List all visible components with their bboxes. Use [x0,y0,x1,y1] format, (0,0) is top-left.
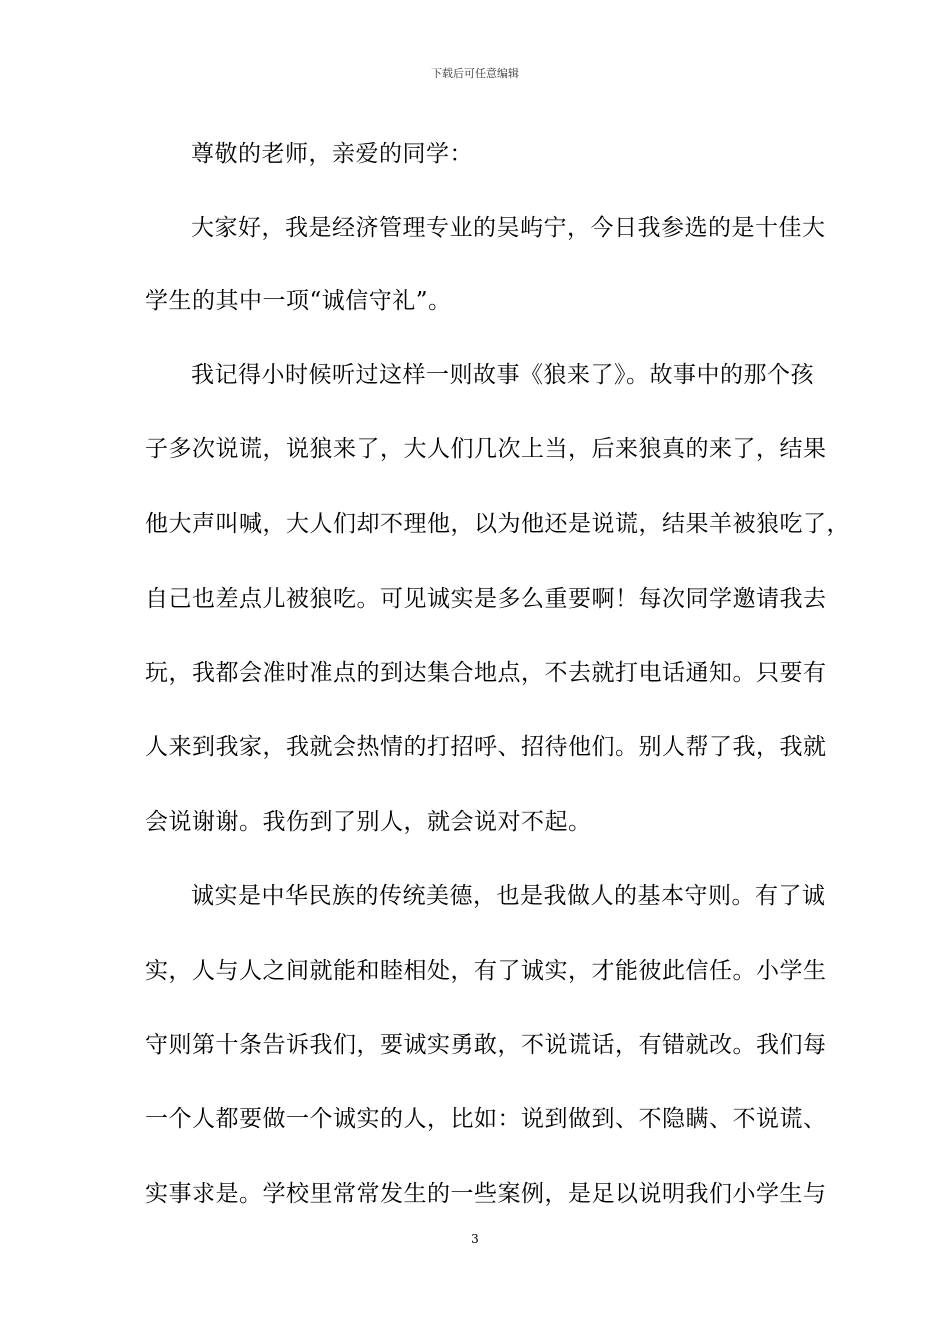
paragraph-line: 我记得小时候听过这样一则故事《狼来了》。故事中的那个孩 [191,362,814,388]
page-header: 下载后可任意编辑 [431,67,519,80]
paragraph-line: 实事求是。学校里常常发生的一些案例，是足以说明我们小学生与 [145,1181,827,1207]
paragraph-line: 实，人与人之间就能和睦相处，有了诚实，才能彼此信任。小学生 [145,958,827,984]
paragraph-line: 人来到我家，我就会热情的打招呼、招待他们。别人帮了我，我就 [145,734,827,760]
paragraph-line: 玩，我都会准时准点的到达集合地点，不去就打电话通知。只要有 [145,660,827,686]
paragraph-line: 自己也差点儿被狼吃。可见诚实是多么重要啊！每次同学邀请我去 [145,586,827,612]
paragraph-line: 子多次说谎，说狼来了，大人们几次上当，后来狼真的来了，结果 [145,436,827,462]
paragraph-line: 他大声叫喊，大人们却不理他，以为他还是说谎，结果羊被狼吃了， [145,511,850,537]
paragraph-line: 诚实是中华民族的传统美德，也是我做人的基本守则。有了诚 [191,883,826,909]
page-number: 3 [471,1232,479,1246]
paragraph-line: 会说谢谢。我伤到了别人，就会说对不起。 [145,809,592,835]
paragraph-line: 一个人都要做一个诚实的人，比如：说到做到、不隐瞒、不说谎、 [145,1106,827,1132]
salutation-line: 尊敬的老师，亲爱的同学： [191,141,473,167]
paragraph-line: 学生的其中一项“诚信守礼”。 [145,288,452,314]
paragraph-line: 大家好，我是经济管理专业的吴屿宁，今日我参选的是十佳大 [191,215,826,241]
paragraph-line: 守则第十条告诉我们，要诚实勇敢，不说谎话，有错就改。我们每 [145,1032,827,1058]
